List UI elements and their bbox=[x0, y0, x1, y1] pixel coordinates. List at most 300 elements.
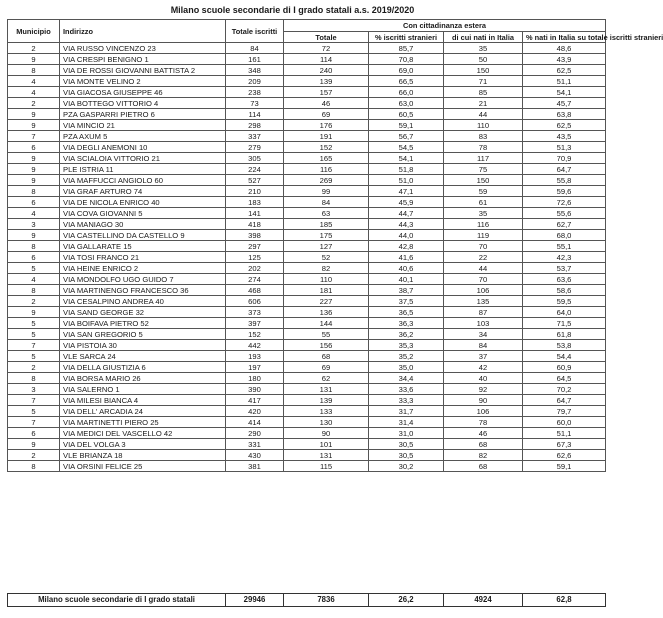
cell-totale-iscritti: 290 bbox=[226, 428, 284, 439]
table-row bbox=[8, 175, 606, 186]
cell-perc-stranieri: 51,0 bbox=[369, 175, 444, 186]
cell-perc-stranieri: 31,7 bbox=[369, 406, 444, 417]
cell-totale-iscritti: 210 bbox=[226, 186, 284, 197]
cell-perc-nati-italia: 42,3 bbox=[523, 252, 606, 263]
cell-municipio: 6 bbox=[8, 142, 60, 153]
cell-perc-nati-italia: 67,3 bbox=[523, 439, 606, 450]
cell-perc-stranieri: 35,3 bbox=[369, 340, 444, 351]
cell-municipio: 5 bbox=[8, 318, 60, 329]
cell-perc-nati-italia: 55,8 bbox=[523, 175, 606, 186]
cell-nati-italia: 150 bbox=[444, 65, 523, 76]
cell-indirizzo: VIA MONDOLFO UGO GUIDO 7 bbox=[60, 274, 226, 285]
cell-municipio: 3 bbox=[8, 384, 60, 395]
cell-indirizzo: VLE SARCA 24 bbox=[60, 351, 226, 362]
cell-perc-stranieri: 41,6 bbox=[369, 252, 444, 263]
cell-nati-italia: 117 bbox=[444, 153, 523, 164]
cell-nati-italia: 37 bbox=[444, 351, 523, 362]
cell-perc-nati-italia: 59,5 bbox=[523, 296, 606, 307]
cell-totale: 131 bbox=[284, 384, 369, 395]
header-indirizzo: Indirizzo bbox=[60, 20, 226, 43]
cell-municipio: 3 bbox=[8, 219, 60, 230]
cell-perc-nati-italia: 60,0 bbox=[523, 417, 606, 428]
cell-indirizzo: VIA SCIALOIA VITTORIO 21 bbox=[60, 153, 226, 164]
cell-totale: 110 bbox=[284, 274, 369, 285]
cell-municipio: 6 bbox=[8, 197, 60, 208]
table-row bbox=[8, 197, 606, 208]
cell-totale-iscritti: 305 bbox=[226, 153, 284, 164]
cell-totale: 114 bbox=[284, 54, 369, 65]
cell-perc-nati-italia: 62,6 bbox=[523, 450, 606, 461]
cell-nati-italia: 110 bbox=[444, 120, 523, 131]
table-row bbox=[8, 439, 606, 450]
table-row bbox=[8, 307, 606, 318]
cell-perc-stranieri: 37,5 bbox=[369, 296, 444, 307]
cell-totale-iscritti: 73 bbox=[226, 98, 284, 109]
cell-indirizzo: VIA DEL VOLGA 3 bbox=[60, 439, 226, 450]
cell-indirizzo: VIA MAFFUCCI ANGIOLO 60 bbox=[60, 175, 226, 186]
cell-municipio: 8 bbox=[8, 186, 60, 197]
cell-totale: 131 bbox=[284, 450, 369, 461]
cell-indirizzo: VIA CASTELLINO DA CASTELLO 9 bbox=[60, 230, 226, 241]
cell-nati-italia: 106 bbox=[444, 406, 523, 417]
table-row bbox=[8, 263, 606, 274]
table-row bbox=[8, 142, 606, 153]
cell-municipio: 8 bbox=[8, 65, 60, 76]
cell-indirizzo: VIA MINCIO 21 bbox=[60, 120, 226, 131]
cell-nati-italia: 82 bbox=[444, 450, 523, 461]
cell-nati-italia: 21 bbox=[444, 98, 523, 109]
cell-nati-italia: 68 bbox=[444, 439, 523, 450]
cell-perc-nati-italia: 54,1 bbox=[523, 87, 606, 98]
cell-totale-iscritti: 442 bbox=[226, 340, 284, 351]
table-row bbox=[8, 329, 606, 340]
cell-nati-italia: 78 bbox=[444, 142, 523, 153]
cell-perc-nati-italia: 63,6 bbox=[523, 274, 606, 285]
cell-indirizzo: VIA BOIFAVA PIETRO 52 bbox=[60, 318, 226, 329]
cell-nati-italia: 35 bbox=[444, 43, 523, 54]
cell-indirizzo: VIA HEINE ENRICO 2 bbox=[60, 263, 226, 274]
cell-municipio: 8 bbox=[8, 461, 60, 472]
cell-totale-iscritti: 224 bbox=[226, 164, 284, 175]
cell-totale-iscritti: 397 bbox=[226, 318, 284, 329]
cell-totale: 46 bbox=[284, 98, 369, 109]
cell-indirizzo: VIA MEDICI DEL VASCELLO 42 bbox=[60, 428, 226, 439]
table-row bbox=[8, 109, 606, 120]
cell-totale: 52 bbox=[284, 252, 369, 263]
cell-indirizzo: VIA DE ROSSI GIOVANNI BATTISTA 2 bbox=[60, 65, 226, 76]
cell-totale: 139 bbox=[284, 395, 369, 406]
cell-totale: 115 bbox=[284, 461, 369, 472]
cell-indirizzo: VIA CESALPINO ANDREA 40 bbox=[60, 296, 226, 307]
cell-municipio: 8 bbox=[8, 285, 60, 296]
cell-perc-stranieri: 85,7 bbox=[369, 43, 444, 54]
cell-totale-iscritti: 274 bbox=[226, 274, 284, 285]
cell-totale-iscritti: 331 bbox=[226, 439, 284, 450]
cell-perc-stranieri: 70,8 bbox=[369, 54, 444, 65]
table-row bbox=[8, 285, 606, 296]
cell-perc-stranieri: 30,5 bbox=[369, 439, 444, 450]
table-row bbox=[8, 98, 606, 109]
cell-nati-italia: 22 bbox=[444, 252, 523, 263]
cell-indirizzo: VIA MANIAGO 30 bbox=[60, 219, 226, 230]
table-row bbox=[8, 219, 606, 230]
cell-perc-nati-italia: 64,0 bbox=[523, 307, 606, 318]
cell-totale: 157 bbox=[284, 87, 369, 98]
cell-totale: 136 bbox=[284, 307, 369, 318]
totals-perc-nati: 62,8 bbox=[523, 594, 606, 607]
cell-indirizzo: VIA SAN GREGORIO 5 bbox=[60, 329, 226, 340]
cell-totale-iscritti: 114 bbox=[226, 109, 284, 120]
cell-perc-stranieri: 45,9 bbox=[369, 197, 444, 208]
cell-indirizzo: PZA GASPARRI PIETRO 6 bbox=[60, 109, 226, 120]
cell-nati-italia: 116 bbox=[444, 219, 523, 230]
cell-perc-stranieri: 44,7 bbox=[369, 208, 444, 219]
header-perc-nati-italia: % nati in Italia su totale iscritti stranieri bbox=[523, 32, 606, 43]
cell-totale-iscritti: 298 bbox=[226, 120, 284, 131]
cell-perc-nati-italia: 51,1 bbox=[523, 428, 606, 439]
table-row bbox=[8, 362, 606, 373]
cell-perc-stranieri: 34,4 bbox=[369, 373, 444, 384]
cell-totale: 72 bbox=[284, 43, 369, 54]
table-row bbox=[8, 43, 606, 54]
cell-totale: 144 bbox=[284, 318, 369, 329]
cell-indirizzo: VIA COVA GIOVANNI 5 bbox=[60, 208, 226, 219]
cell-totale-iscritti: 279 bbox=[226, 142, 284, 153]
cell-perc-nati-italia: 64,5 bbox=[523, 373, 606, 384]
cell-municipio: 2 bbox=[8, 362, 60, 373]
cell-totale: 55 bbox=[284, 329, 369, 340]
cell-nati-italia: 70 bbox=[444, 274, 523, 285]
header-totale: Totale bbox=[284, 32, 369, 43]
cell-totale-iscritti: 161 bbox=[226, 54, 284, 65]
cell-municipio: 7 bbox=[8, 395, 60, 406]
cell-perc-stranieri: 33,3 bbox=[369, 395, 444, 406]
cell-municipio: 9 bbox=[8, 164, 60, 175]
cell-perc-stranieri: 30,2 bbox=[369, 461, 444, 472]
cell-nati-italia: 83 bbox=[444, 131, 523, 142]
cell-totale-iscritti: 420 bbox=[226, 406, 284, 417]
cell-nati-italia: 103 bbox=[444, 318, 523, 329]
table-row bbox=[8, 54, 606, 65]
cell-totale: 156 bbox=[284, 340, 369, 351]
cell-totale: 165 bbox=[284, 153, 369, 164]
table-row bbox=[8, 406, 606, 417]
cell-perc-nati-italia: 62,7 bbox=[523, 219, 606, 230]
cell-totale: 99 bbox=[284, 186, 369, 197]
cell-totale-iscritti: 202 bbox=[226, 263, 284, 274]
table-row bbox=[8, 131, 606, 142]
cell-municipio: 8 bbox=[8, 241, 60, 252]
cell-totale: 139 bbox=[284, 76, 369, 87]
cell-indirizzo: VIA GALLARATE 15 bbox=[60, 241, 226, 252]
cell-perc-nati-italia: 59,1 bbox=[523, 461, 606, 472]
cell-perc-nati-italia: 45,7 bbox=[523, 98, 606, 109]
cell-totale-iscritti: 197 bbox=[226, 362, 284, 373]
cell-perc-stranieri: 30,5 bbox=[369, 450, 444, 461]
cell-nati-italia: 119 bbox=[444, 230, 523, 241]
table-body bbox=[8, 43, 606, 472]
cell-perc-stranieri: 44,0 bbox=[369, 230, 444, 241]
cell-indirizzo: VIA BOTTEGO VITTORIO 4 bbox=[60, 98, 226, 109]
cell-nati-italia: 78 bbox=[444, 417, 523, 428]
cell-totale: 181 bbox=[284, 285, 369, 296]
header-nati-italia: di cui nati in Italia bbox=[444, 32, 523, 43]
cell-municipio: 9 bbox=[8, 120, 60, 131]
table-row bbox=[8, 252, 606, 263]
header-cittadinanza-estera: Con cittadinanza estera bbox=[284, 20, 606, 32]
cell-perc-nati-italia: 53,8 bbox=[523, 340, 606, 351]
cell-perc-nati-italia: 53,7 bbox=[523, 263, 606, 274]
cell-perc-nati-italia: 79,7 bbox=[523, 406, 606, 417]
cell-perc-nati-italia: 62,5 bbox=[523, 120, 606, 131]
cell-perc-nati-italia: 70,2 bbox=[523, 384, 606, 395]
cell-perc-nati-italia: 63,8 bbox=[523, 109, 606, 120]
totals-perc: 26,2 bbox=[369, 594, 444, 607]
cell-perc-nati-italia: 62,5 bbox=[523, 65, 606, 76]
cell-totale-iscritti: 381 bbox=[226, 461, 284, 472]
table-row bbox=[8, 153, 606, 164]
cell-indirizzo: VIA SAND GEORGE 32 bbox=[60, 307, 226, 318]
cell-totale-iscritti: 417 bbox=[226, 395, 284, 406]
cell-indirizzo: VIA RUSSO VINCENZO 23 bbox=[60, 43, 226, 54]
cell-nati-italia: 90 bbox=[444, 395, 523, 406]
document-title: Milano scuole secondarie di I grado statali a.s. 2019/2020 bbox=[170, 5, 415, 15]
totals-totale: 7836 bbox=[284, 594, 369, 607]
totals-nati: 4924 bbox=[444, 594, 523, 607]
table-row bbox=[8, 450, 606, 461]
cell-perc-nati-italia: 59,6 bbox=[523, 186, 606, 197]
cell-nati-italia: 40 bbox=[444, 373, 523, 384]
table-row bbox=[8, 208, 606, 219]
cell-perc-nati-italia: 43,5 bbox=[523, 131, 606, 142]
cell-perc-stranieri: 56,7 bbox=[369, 131, 444, 142]
cell-totale-iscritti: 606 bbox=[226, 296, 284, 307]
cell-perc-stranieri: 66,5 bbox=[369, 76, 444, 87]
cell-perc-nati-italia: 51,1 bbox=[523, 76, 606, 87]
totals-label: Milano scuole secondarie di I grado statali bbox=[8, 594, 226, 607]
table-row bbox=[8, 241, 606, 252]
cell-totale-iscritti: 193 bbox=[226, 351, 284, 362]
totals-row bbox=[8, 594, 606, 607]
cell-municipio: 7 bbox=[8, 131, 60, 142]
schools-table bbox=[7, 19, 663, 472]
cell-totale-iscritti: 390 bbox=[226, 384, 284, 395]
cell-totale: 69 bbox=[284, 109, 369, 120]
cell-totale: 130 bbox=[284, 417, 369, 428]
cell-perc-stranieri: 36,3 bbox=[369, 318, 444, 329]
header-perc-stranieri: % iscritti stranieri bbox=[369, 32, 444, 43]
cell-totale-iscritti: 180 bbox=[226, 373, 284, 384]
cell-indirizzo: VIA CRESPI BENIGNO 1 bbox=[60, 54, 226, 65]
cell-nati-italia: 61 bbox=[444, 197, 523, 208]
cell-perc-stranieri: 59,1 bbox=[369, 120, 444, 131]
cell-perc-stranieri: 54,1 bbox=[369, 153, 444, 164]
totals-iscritti: 29946 bbox=[226, 594, 284, 607]
table-row bbox=[8, 120, 606, 131]
cell-perc-nati-italia: 64,7 bbox=[523, 395, 606, 406]
cell-indirizzo: VIA MILESI BIANCA 4 bbox=[60, 395, 226, 406]
cell-nati-italia: 59 bbox=[444, 186, 523, 197]
cell-totale-iscritti: 238 bbox=[226, 87, 284, 98]
table-row bbox=[8, 164, 606, 175]
cell-nati-italia: 106 bbox=[444, 285, 523, 296]
cell-municipio: 7 bbox=[8, 340, 60, 351]
cell-perc-stranieri: 69,0 bbox=[369, 65, 444, 76]
cell-perc-nati-italia: 43,9 bbox=[523, 54, 606, 65]
cell-municipio: 4 bbox=[8, 274, 60, 285]
cell-totale: 133 bbox=[284, 406, 369, 417]
cell-totale-iscritti: 373 bbox=[226, 307, 284, 318]
cell-totale: 227 bbox=[284, 296, 369, 307]
cell-nati-italia: 50 bbox=[444, 54, 523, 65]
cell-totale-iscritti: 141 bbox=[226, 208, 284, 219]
table-row bbox=[8, 186, 606, 197]
cell-nati-italia: 92 bbox=[444, 384, 523, 395]
table-row bbox=[8, 461, 606, 472]
header-municipio: Municipio bbox=[8, 20, 60, 43]
cell-totale-iscritti: 84 bbox=[226, 43, 284, 54]
cell-perc-nati-italia: 64,7 bbox=[523, 164, 606, 175]
cell-perc-stranieri: 35,0 bbox=[369, 362, 444, 373]
cell-totale: 101 bbox=[284, 439, 369, 450]
cell-indirizzo: PZA AXUM 5 bbox=[60, 131, 226, 142]
cell-totale: 62 bbox=[284, 373, 369, 384]
header-totale-iscritti: Totale iscritti bbox=[226, 20, 284, 43]
table-row bbox=[8, 340, 606, 351]
cell-totale: 69 bbox=[284, 362, 369, 373]
cell-indirizzo: VIA DEGLI ANEMONI 10 bbox=[60, 142, 226, 153]
cell-municipio: 6 bbox=[8, 252, 60, 263]
cell-perc-nati-italia: 68,0 bbox=[523, 230, 606, 241]
cell-perc-stranieri: 36,5 bbox=[369, 307, 444, 318]
cell-totale: 176 bbox=[284, 120, 369, 131]
table-row bbox=[8, 373, 606, 384]
cell-municipio: 9 bbox=[8, 175, 60, 186]
cell-indirizzo: VIA GIACOSA GIUSEPPE 46 bbox=[60, 87, 226, 98]
cell-indirizzo: VIA MARTINENGO FRANCESCO 36 bbox=[60, 285, 226, 296]
cell-perc-stranieri: 60,5 bbox=[369, 109, 444, 120]
cell-indirizzo: VIA DELLA GIUSTIZIA 6 bbox=[60, 362, 226, 373]
cell-totale: 185 bbox=[284, 219, 369, 230]
cell-totale-iscritti: 337 bbox=[226, 131, 284, 142]
cell-municipio: 5 bbox=[8, 406, 60, 417]
cell-perc-nati-italia: 55,6 bbox=[523, 208, 606, 219]
cell-perc-stranieri: 42,8 bbox=[369, 241, 444, 252]
cell-totale-iscritti: 297 bbox=[226, 241, 284, 252]
cell-municipio: 9 bbox=[8, 109, 60, 120]
cell-perc-stranieri: 31,0 bbox=[369, 428, 444, 439]
cell-totale-iscritti: 527 bbox=[226, 175, 284, 186]
cell-perc-stranieri: 31,4 bbox=[369, 417, 444, 428]
cell-totale: 68 bbox=[284, 351, 369, 362]
cell-totale: 116 bbox=[284, 164, 369, 175]
cell-municipio: 5 bbox=[8, 329, 60, 340]
cell-nati-italia: 87 bbox=[444, 307, 523, 318]
cell-totale: 269 bbox=[284, 175, 369, 186]
cell-nati-italia: 84 bbox=[444, 340, 523, 351]
table-row bbox=[8, 318, 606, 329]
cell-indirizzo: VIA ORSINI FELICE 25 bbox=[60, 461, 226, 472]
cell-totale-iscritti: 414 bbox=[226, 417, 284, 428]
cell-perc-nati-italia: 72,6 bbox=[523, 197, 606, 208]
cell-perc-nati-italia: 55,1 bbox=[523, 241, 606, 252]
cell-nati-italia: 34 bbox=[444, 329, 523, 340]
cell-perc-nati-italia: 60,9 bbox=[523, 362, 606, 373]
cell-indirizzo: VLE BRIANZA 18 bbox=[60, 450, 226, 461]
cell-indirizzo: VIA MONTE VELINO 2 bbox=[60, 76, 226, 87]
cell-nati-italia: 35 bbox=[444, 208, 523, 219]
cell-municipio: 2 bbox=[8, 98, 60, 109]
cell-indirizzo: VIA MARTINETTI PIERO 25 bbox=[60, 417, 226, 428]
cell-municipio: 4 bbox=[8, 76, 60, 87]
cell-perc-stranieri: 40,6 bbox=[369, 263, 444, 274]
cell-totale: 90 bbox=[284, 428, 369, 439]
cell-municipio: 9 bbox=[8, 439, 60, 450]
cell-perc-stranieri: 36,2 bbox=[369, 329, 444, 340]
cell-nati-italia: 135 bbox=[444, 296, 523, 307]
cell-perc-nati-italia: 58,6 bbox=[523, 285, 606, 296]
cell-perc-stranieri: 51,8 bbox=[369, 164, 444, 175]
cell-indirizzo: VIA SALERNO 1 bbox=[60, 384, 226, 395]
table-row bbox=[8, 384, 606, 395]
cell-nati-italia: 46 bbox=[444, 428, 523, 439]
cell-perc-stranieri: 40,1 bbox=[369, 274, 444, 285]
cell-perc-stranieri: 63,0 bbox=[369, 98, 444, 109]
cell-municipio: 9 bbox=[8, 153, 60, 164]
cell-nati-italia: 44 bbox=[444, 263, 523, 274]
cell-nati-italia: 44 bbox=[444, 109, 523, 120]
cell-totale: 84 bbox=[284, 197, 369, 208]
cell-indirizzo: VIA GRAF ARTURO 74 bbox=[60, 186, 226, 197]
cell-perc-nati-italia: 70,9 bbox=[523, 153, 606, 164]
table-row bbox=[8, 351, 606, 362]
table-row bbox=[8, 395, 606, 406]
cell-nati-italia: 68 bbox=[444, 461, 523, 472]
cell-totale-iscritti: 348 bbox=[226, 65, 284, 76]
cell-totale: 191 bbox=[284, 131, 369, 142]
cell-perc-nati-italia: 48,6 bbox=[523, 43, 606, 54]
cell-nati-italia: 70 bbox=[444, 241, 523, 252]
cell-totale-iscritti: 398 bbox=[226, 230, 284, 241]
cell-totale-iscritti: 418 bbox=[226, 219, 284, 230]
table-row bbox=[8, 274, 606, 285]
cell-municipio: 2 bbox=[8, 296, 60, 307]
cell-nati-italia: 85 bbox=[444, 87, 523, 98]
cell-perc-nati-italia: 71,5 bbox=[523, 318, 606, 329]
cell-perc-stranieri: 33,6 bbox=[369, 384, 444, 395]
cell-municipio: 8 bbox=[8, 373, 60, 384]
cell-totale: 240 bbox=[284, 65, 369, 76]
cell-nati-italia: 42 bbox=[444, 362, 523, 373]
cell-indirizzo: VIA DE NICOLA ENRICO 40 bbox=[60, 197, 226, 208]
table-row bbox=[8, 428, 606, 439]
cell-indirizzo: VIA BORSA MARIO 26 bbox=[60, 373, 226, 384]
cell-totale: 82 bbox=[284, 263, 369, 274]
cell-municipio: 4 bbox=[8, 87, 60, 98]
cell-perc-stranieri: 35,2 bbox=[369, 351, 444, 362]
cell-municipio: 5 bbox=[8, 263, 60, 274]
cell-indirizzo: VIA DELL' ARCADIA 24 bbox=[60, 406, 226, 417]
table-row bbox=[8, 296, 606, 307]
cell-perc-stranieri: 44,3 bbox=[369, 219, 444, 230]
cell-totale: 175 bbox=[284, 230, 369, 241]
cell-perc-stranieri: 54,5 bbox=[369, 142, 444, 153]
cell-perc-stranieri: 47,1 bbox=[369, 186, 444, 197]
cell-municipio: 9 bbox=[8, 54, 60, 65]
cell-totale-iscritti: 430 bbox=[226, 450, 284, 461]
cell-indirizzo: PLE ISTRIA 11 bbox=[60, 164, 226, 175]
cell-indirizzo: VIA PISTOIA 30 bbox=[60, 340, 226, 351]
